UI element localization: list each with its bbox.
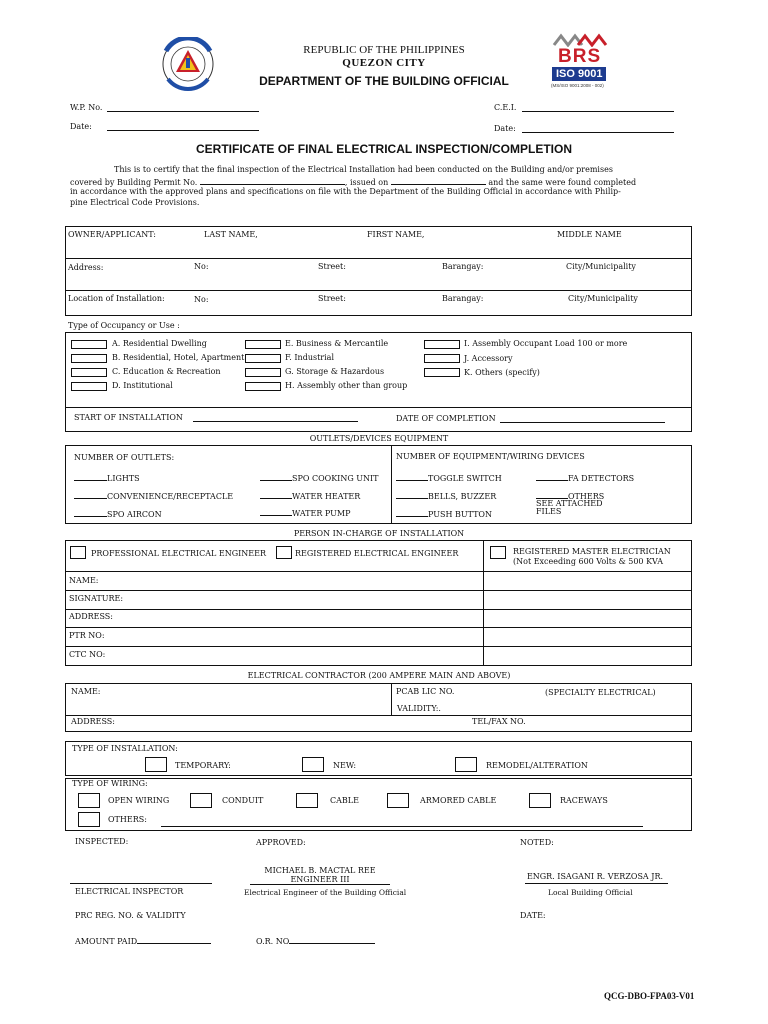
noter-signature-line[interactable] — [525, 883, 668, 884]
amount-paid-row — [75, 935, 211, 946]
address-barangay-label: Barangay: — [442, 262, 484, 271]
approver-role-label: Electrical Engineer of the Building Official — [244, 888, 407, 897]
noter-name: ENGR. ISAGANI R. VERZOSA JR. — [526, 872, 664, 881]
outlets-section-heading: OUTLETS/DEVICES EQUIPMENT — [309, 434, 449, 443]
last-name-label: LAST NAME, — [204, 230, 258, 239]
certificate-title: CERTIFICATE OF FINAL ELECTRICAL INSPECTION/COMPLETION — [195, 142, 572, 156]
occupancy-a-label: A. Residential Dwelling — [112, 339, 207, 348]
first-name-label: FIRST NAME, — [367, 230, 425, 239]
ree-label: REGISTERED ELECTRICAL ENGINEER — [295, 549, 459, 558]
water-heater-row — [260, 490, 360, 501]
date-completion-field[interactable] — [500, 422, 665, 423]
location-no-label: No: — [194, 295, 209, 304]
person-ptr-label: PTR NO: — [69, 631, 105, 640]
lights-field[interactable] — [74, 472, 107, 481]
number-of-equipment-label: NUMBER OF EQUIPMENT/WIRING DEVICES — [396, 452, 585, 461]
others-field[interactable] — [536, 490, 568, 499]
see-attached-line2: FILES — [536, 507, 562, 516]
brs-iso-logo — [548, 33, 610, 93]
wp-no-field[interactable] — [107, 111, 259, 112]
start-installation-field[interactable] — [193, 421, 358, 422]
wp-no-label: W.P. No. — [70, 103, 103, 112]
specialty-label: (SPECIALTY ELECTRICAL) — [545, 688, 656, 697]
occupancy-i-label: I. Assembly Occupant Load 100 or more — [464, 339, 628, 348]
person-section-heading: PERSON IN-CHARGE OF INSTALLATION — [293, 529, 465, 538]
water-pump-label: WATER PUMP — [292, 509, 351, 518]
fa-field[interactable] — [536, 472, 568, 481]
department-heading: DEPARTMENT OF THE BUILDING OFFICIAL — [259, 74, 509, 88]
bells-row — [396, 490, 496, 501]
raceways-label: RACEWAYS — [560, 796, 608, 805]
fa-label: FA DETECTORS — [568, 474, 635, 483]
or-no-row — [256, 935, 375, 946]
pee-label: PROFESSIONAL ELECTRICAL ENGINEER — [91, 549, 267, 558]
toggle-field[interactable] — [396, 472, 428, 481]
contractor-section-heading: ELECTRICAL CONTRACTOR (200 AMPERE MAIN AND ABOVE) — [247, 671, 511, 680]
inspected-label: INSPECTED: — [75, 837, 129, 846]
date-right-field[interactable] — [522, 132, 674, 133]
lights-row — [74, 472, 140, 483]
see-attached-line1: SEE ATTACHED — [536, 499, 603, 508]
date-completion-label: DATE OF COMPLETION — [396, 414, 496, 423]
occupancy-k-label: K. Others (specify) — [464, 368, 540, 377]
form-code: QCG-DBO-FPA03-V01 — [604, 991, 695, 1001]
checkbox-temporary[interactable] — [145, 757, 167, 772]
occupancy-g-label: G. Storage & Hazardous — [285, 367, 385, 376]
or-no-label: O.R. NO — [256, 937, 290, 946]
amount-paid-label: AMOUNT PAID — [75, 937, 138, 946]
others-label: OTHERS — [568, 492, 605, 501]
inspector-role-label: ELECTRICAL INSPECTOR — [75, 887, 184, 896]
bells-label: BELLS, BUZZER — [428, 492, 497, 501]
checkbox-assembly-100[interactable] — [424, 340, 460, 349]
push-label: PUSH BUTTON — [428, 510, 492, 519]
amount-paid-field[interactable] — [137, 935, 211, 944]
person-vdivider — [483, 540, 484, 666]
wiring-label: TYPE OF WIRING: — [72, 779, 148, 788]
checkbox-remodel[interactable] — [455, 757, 477, 772]
open-wiring-label: OPEN WIRING — [108, 796, 170, 805]
iso-subtext: (MS/ISO 9001:2008 - 002) — [551, 83, 604, 88]
spo-aircon-row — [74, 508, 162, 519]
toggle-row — [396, 472, 502, 483]
remodel-label: REMODEL/ALTERATION — [486, 761, 588, 770]
iso-text: ISO 9001 — [556, 68, 603, 80]
intro-line-1: This is to certify that the final inspection of the Electrical Installation had been conducted on the Building and/or premises — [114, 165, 613, 174]
person-ctc-label: CTC NO: — [69, 650, 106, 659]
bells-field[interactable] — [396, 490, 428, 499]
person-name-label: NAME: — [69, 576, 99, 585]
checkbox-residential-dwelling[interactable] — [71, 340, 107, 349]
rme-label-1: REGISTERED MASTER ELECTRICIAN — [513, 547, 671, 556]
approver-title: ENGINEER III — [290, 875, 350, 884]
occupancy-h-label: H. Assembly other than group — [285, 381, 408, 390]
checkbox-others-specify[interactable] — [424, 368, 460, 377]
checkbox-armored-cable[interactable] — [387, 793, 409, 808]
intro-line-4: pine Electrical Code Provisions. — [70, 198, 200, 207]
number-of-outlets-label: NUMBER OF OUTLETS: — [74, 453, 175, 462]
contractor-v1 — [391, 683, 392, 715]
spo-cooking-row — [260, 472, 379, 483]
installation-type-label: TYPE OF INSTALLATION: — [72, 744, 178, 753]
occupancy-divider — [65, 407, 692, 408]
intro-completed-label: and the same were found completed — [488, 178, 637, 187]
person-h1 — [65, 571, 692, 572]
person-h5 — [65, 646, 692, 647]
outlets-divider — [391, 445, 392, 524]
address-no-label: No: — [194, 262, 209, 271]
new-label: NEW: — [333, 761, 357, 770]
contractor-address-label: ADDRESS: — [71, 717, 115, 726]
pcab-label: PCAB LIC NO. — [396, 687, 455, 696]
intro-issued-label: , issued on — [344, 178, 389, 187]
contractor-h1 — [65, 715, 692, 716]
owner-divider-2 — [65, 290, 692, 291]
location-label: Location of Installation: — [68, 294, 165, 303]
intro-permit-label: covered by Building Permit No. — [70, 178, 198, 187]
convenience-label: CONVENIENCE/RECEPTACLE — [107, 492, 234, 501]
convenience-field[interactable] — [74, 490, 107, 499]
noted-label: NOTED: — [520, 838, 554, 847]
spo-cooking-field[interactable] — [260, 472, 292, 481]
location-city-label: City/Municipality — [568, 294, 638, 303]
spo-cooking-label: SPO COOKING UNIT — [292, 474, 379, 483]
checkbox-conduit[interactable] — [190, 793, 212, 808]
checkbox-rme[interactable] — [490, 546, 506, 559]
owner-divider-1 — [65, 258, 692, 259]
conduit-label: CONDUIT — [222, 796, 264, 805]
cei-label: C.E.I. — [494, 103, 517, 112]
permit-no-field[interactable] — [200, 176, 345, 185]
fa-row — [536, 472, 634, 483]
water-pump-row — [260, 507, 350, 518]
checkbox-residential-hotel[interactable] — [71, 354, 107, 363]
intro-line-3: in accordance with the approved plans and specifications on file with the Department of the Building Official in accordance with Philip- — [70, 187, 621, 196]
approver-signature-line[interactable] — [250, 884, 390, 885]
person-h3 — [65, 609, 692, 610]
owner-applicant-label: OWNER/APPLICANT: — [68, 230, 156, 239]
checkbox-education[interactable] — [71, 368, 107, 377]
armored-cable-label: ARMORED CABLE — [420, 796, 497, 805]
person-address-label: ADDRESS: — [69, 612, 113, 621]
checkbox-wiring-others[interactable] — [78, 812, 100, 827]
occupancy-d-label: D. Institutional — [112, 381, 173, 390]
approved-label: APPROVED: — [256, 838, 306, 847]
occupancy-f-label: F. Industrial — [285, 353, 335, 362]
location-street-label: Street: — [318, 294, 346, 303]
date-right-label: Date: — [494, 124, 516, 133]
brs-text: BRS — [558, 46, 602, 67]
occupancy-j-label: J. Accessory — [464, 354, 513, 363]
wiring-others-field[interactable] — [161, 826, 643, 827]
push-field[interactable] — [396, 508, 428, 517]
push-row — [396, 508, 492, 519]
address-label: Address: — [68, 263, 104, 272]
occupancy-label: Type of Occupancy or Use : — [68, 321, 180, 330]
water-heater-field[interactable] — [260, 490, 292, 499]
noter-role-label: Local Building Official — [548, 888, 633, 897]
checkbox-raceways[interactable] — [529, 793, 551, 808]
occupancy-c-label: C. Education & Recreation — [112, 367, 221, 376]
checkbox-business[interactable] — [245, 340, 281, 349]
occupancy-b-label: B. Residential, Hotel, Apartment — [112, 353, 245, 362]
telfax-label: TEL/FAX NO. — [472, 717, 526, 726]
rme-label-2: (Not Exceeding 600 Volts & 500 KVA — [513, 557, 664, 566]
checkbox-storage[interactable] — [245, 368, 281, 377]
spo-aircon-field[interactable] — [74, 508, 107, 517]
inspector-signature-line[interactable] — [70, 883, 212, 884]
cei-field[interactable] — [522, 111, 674, 112]
water-pump-field[interactable] — [260, 507, 292, 516]
date-left-field[interactable] — [107, 130, 259, 131]
or-no-field[interactable] — [289, 935, 375, 944]
approver-name: MICHAEL B. MACTAL REE — [264, 866, 376, 875]
spo-aircon-label: SPO AIRCON — [107, 510, 162, 519]
checkbox-industrial[interactable] — [245, 354, 281, 363]
checkbox-pee[interactable] — [70, 546, 86, 559]
address-city-label: City/Municipality — [566, 262, 636, 271]
checkbox-institutional[interactable] — [71, 382, 107, 391]
intro-line-2 — [70, 176, 636, 187]
checkbox-ree[interactable] — [276, 546, 292, 559]
republic-heading: REPUBLIC OF THE PHILIPPINES — [303, 44, 465, 56]
contractor-name-label: NAME: — [71, 687, 101, 696]
city-heading: QUEZON CITY — [342, 57, 426, 69]
checkbox-open-wiring[interactable] — [78, 793, 100, 808]
checkbox-cable[interactable] — [296, 793, 318, 808]
checkbox-new[interactable] — [302, 757, 324, 772]
checkbox-assembly-other[interactable] — [245, 382, 281, 391]
date-left-label: Date: — [70, 122, 92, 131]
middle-name-label: MIDDLE NAME — [557, 230, 622, 239]
occupancy-e-label: E. Business & Mercantile — [285, 339, 389, 348]
lights-label: LIGHTS — [107, 474, 140, 483]
toggle-label: TOGGLE SWITCH — [428, 474, 502, 483]
location-barangay-label: Barangay: — [442, 294, 484, 303]
start-installation-label: START OF INSTALLATION — [74, 413, 183, 422]
person-h2 — [65, 590, 692, 591]
water-heater-label: WATER HEATER — [292, 492, 361, 501]
validity-label: VALIDITY:. — [397, 704, 441, 713]
address-street-label: Street: — [318, 262, 346, 271]
convenience-row — [74, 490, 233, 501]
person-h4 — [65, 627, 692, 628]
sign-date-label: DATE: — [520, 911, 546, 920]
prc-label: PRC REG. NO. & VALIDITY — [75, 911, 186, 920]
checkbox-accessory[interactable] — [424, 354, 460, 363]
wiring-others-label: OTHERS: — [108, 815, 147, 824]
issued-on-field[interactable] — [391, 176, 486, 185]
person-signature-label: SIGNATURE: — [69, 594, 124, 603]
cable-label: CABLE — [330, 796, 359, 805]
temporary-label: TEMPORARY: — [175, 761, 231, 770]
